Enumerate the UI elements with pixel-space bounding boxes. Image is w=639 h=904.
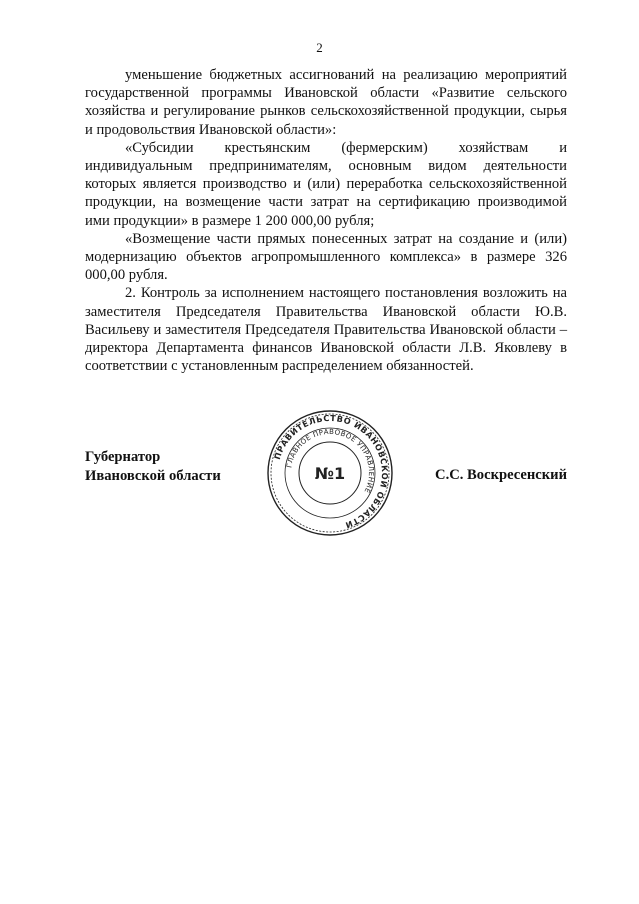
- official-seal: [265, 408, 395, 538]
- paragraph-compensation: «Возмещение части прямых понесенных затрат на создание и (или) модернизацию объектов агропромышленного комплекса» в размере 326 000,00 рубля.: [85, 230, 567, 284]
- seal-number: №1: [314, 464, 346, 483]
- seal-outer-text: ПРАВИТЕЛЬСТВО ИВАНОВСКОЙ ОБЛАСТИ: [271, 412, 391, 531]
- seal-stamp-graphic: [265, 408, 395, 538]
- document-body: [85, 66, 567, 375]
- paragraph-subsidies: «Субсидии крестьянским (фермерским) хозяйствам и индивидуальным предпринимателям, основным видом деятельности которых является производство и (или) переработка сельскохозяйственной продукции, на возмещение части затрат на сертификацию производимой ими продукции» в размере 1 200 000,00 рубля;: [85, 139, 567, 229]
- paragraph-control: 2. Контроль за исполнением настоящего постановления возложить на заместителя Председателя Правительства Ивановской области Ю.В. Васильеву и заместителя Председателя Правительства Ивановской области – директора Департамента финансов Ивановской области Л.В. Яковлеву в соответствии с установленным распределением обязанностей.: [85, 285, 567, 375]
- signatory-title-line2: Ивановской области: [85, 467, 221, 484]
- signatory-title-line1: Губернатор: [85, 449, 161, 465]
- seal-inner-text: ГЛАВНОЕ ПРАВОВОЕ УПРАВЛЕНИЕ: [285, 427, 376, 495]
- signatory-name: С.С. Воскресенский: [435, 467, 567, 483]
- page-number: 2: [316, 40, 323, 55]
- signatory-title: [85, 448, 221, 485]
- svg-text:ГЛАВНОЕ ПРАВОВОЕ УПРАВЛЕНИЕ: [285, 428, 375, 494]
- paragraph-budget-reduction: уменьшение бюджетных ассигнований на реализацию мероприятий государственной программы Ивановской области «Развитие сельского хозяйства и регулирование рынков сельскохозяйственной продукции, сырья и продовольствия Ивановской области»:: [85, 67, 567, 138]
